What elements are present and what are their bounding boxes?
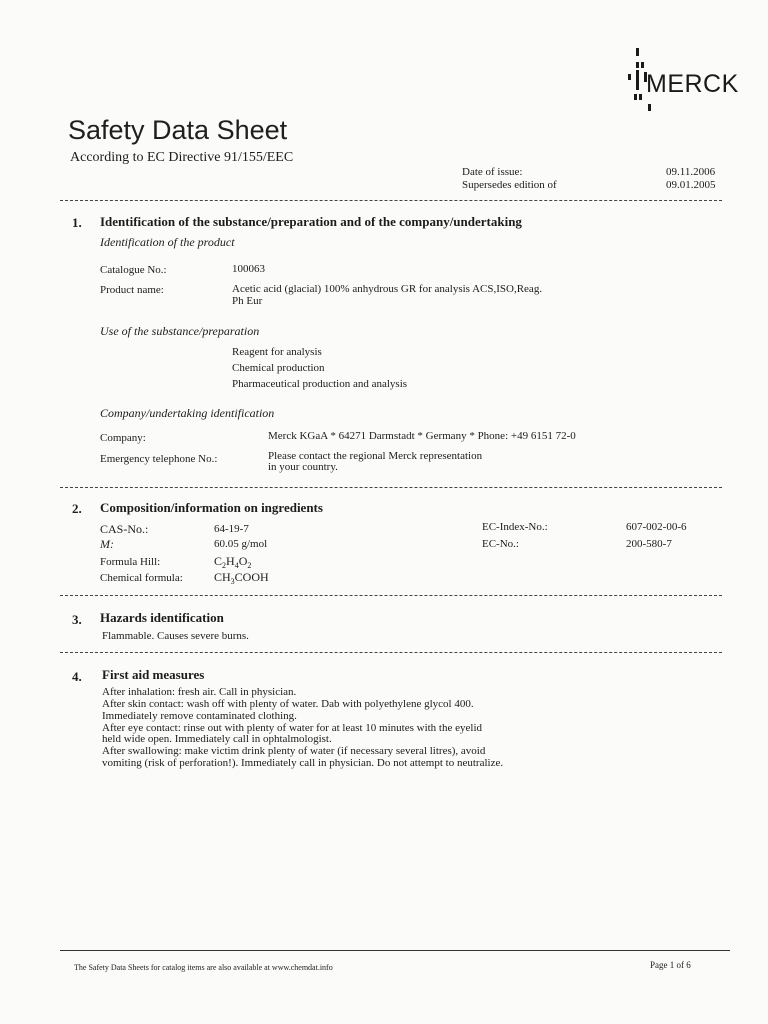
catalogue-label: Catalogue No.:	[100, 264, 167, 276]
ec-index-label: EC-Index-No.:	[482, 521, 548, 533]
section-number: 1.	[72, 215, 82, 230]
merck-logo	[624, 44, 739, 116]
logo-mark-bar	[636, 70, 639, 90]
section-heading: Identification of the substance/preparation and of the company/undertaking	[100, 214, 522, 229]
date-of-issue-value: 09.11.2006	[666, 166, 716, 178]
page-title: Safety Data Sheet	[68, 115, 288, 145]
chemical-formula-value	[214, 570, 269, 585]
section-heading: First aid measures	[102, 667, 205, 682]
page-number: Page 1 of 6	[650, 960, 691, 970]
formula-part: H	[226, 554, 235, 568]
first-aid-line: After skin contact: wash off with plenty of water. Dab with polyethylene glycol 400.	[102, 698, 474, 710]
formula-hill-label: Formula Hill:	[100, 556, 161, 568]
emergency-value: Please contact the regional Merck representation	[268, 450, 483, 462]
formula-subscript: 2	[247, 561, 252, 570]
first-aid-line: After inhalation: fresh air. Call in physician.	[102, 686, 297, 698]
first-aid-line: After swallowing: make victim drink plenty of water (if necessary several litres), avoid	[102, 745, 486, 757]
supersedes-value: 09.01.2005	[666, 179, 716, 191]
divider	[60, 595, 722, 596]
cas-label: CAS-No.:	[100, 522, 149, 536]
logo-mark-bar	[639, 94, 642, 100]
emergency-label: Emergency telephone No.:	[100, 453, 218, 465]
divider	[60, 200, 722, 201]
company-value: Merck KGaA * 64271 Darmstadt * Germany * Phone: +49 6151 72-0	[268, 430, 576, 442]
catalogue-value: 100063	[232, 263, 265, 275]
section-heading: Hazards identification	[100, 610, 224, 625]
logo-mark-bar	[636, 62, 639, 68]
divider	[60, 487, 722, 488]
use-item: Pharmaceutical production and analysis	[232, 378, 408, 390]
footer-note: The Safety Data Sheets for catalog items are also available at www.chemdat.info	[74, 963, 333, 972]
logo-mark-bar	[634, 94, 637, 100]
hazards-text: Flammable. Causes severe burns.	[102, 630, 249, 642]
use-item: Reagent for analysis	[232, 346, 322, 358]
formula-part: O	[238, 554, 248, 568]
formula-part: COOH	[234, 570, 269, 584]
formula-subscript: 2	[222, 561, 227, 570]
section-heading: Composition/information on ingredients	[100, 500, 323, 515]
formula-part: C	[214, 554, 223, 568]
page-subtitle: According to EC Directive 91/155/EEC	[70, 150, 294, 165]
first-aid-line: vomiting (risk of perforation!). Immediately call in physician. Do not attempt to neutralize.	[102, 757, 504, 769]
product-name-value-cont: Ph Eur	[232, 295, 263, 307]
use-item: Chemical production	[232, 362, 325, 374]
first-aid-line: Immediately remove contaminated clothing.	[102, 710, 297, 722]
molar-mass-value: 60.05 g/mol	[214, 538, 268, 550]
first-aid-line: After eye contact: rinse out with plenty of water for at least 10 minutes with the eyelid	[102, 722, 482, 734]
section-subheading: Identification of the product	[100, 235, 235, 249]
date-of-issue-label: Date of issue:	[462, 166, 523, 178]
footer-divider	[60, 950, 730, 951]
logo-mark-bar	[636, 48, 639, 56]
divider	[60, 652, 722, 653]
logo-mark-bar	[641, 62, 644, 68]
formula-subscript: 3	[230, 577, 235, 586]
section-number: 4.	[72, 669, 82, 684]
formula-hill-value	[214, 554, 251, 569]
section-subheading: Company/undertaking identification	[100, 406, 275, 420]
ec-no-label: EC-No.:	[482, 538, 519, 550]
supersedes-label: Supersedes edition of	[462, 179, 557, 191]
chemical-formula-label: Chemical formula:	[100, 572, 183, 584]
section-number: 3.	[72, 612, 82, 627]
formula-part: CH	[214, 570, 231, 584]
product-name-label: Product name:	[100, 284, 164, 296]
company-label: Company:	[100, 432, 146, 444]
molar-mass-label: M:	[100, 537, 114, 551]
formula-subscript: 4	[234, 561, 239, 570]
product-name-value: Acetic acid (glacial) 100% anhydrous GR for analysis ACS,ISO,Reag.	[232, 283, 543, 295]
logo-mark-bar	[648, 104, 651, 111]
first-aid-line: held wide open. Immediately call in ophtalmologist.	[102, 733, 332, 745]
ec-no-value: 200-580-7	[626, 538, 672, 550]
logo-mark-bar	[628, 74, 631, 80]
cas-value: 64-19-7	[214, 523, 249, 535]
section-subheading: Use of the substance/preparation	[100, 324, 260, 338]
ec-index-value: 607-002-00-6	[626, 521, 687, 533]
section-number: 2.	[72, 501, 82, 516]
emergency-value-cont: in your country.	[268, 461, 338, 473]
logo-wordmark: MERCK	[646, 70, 739, 98]
